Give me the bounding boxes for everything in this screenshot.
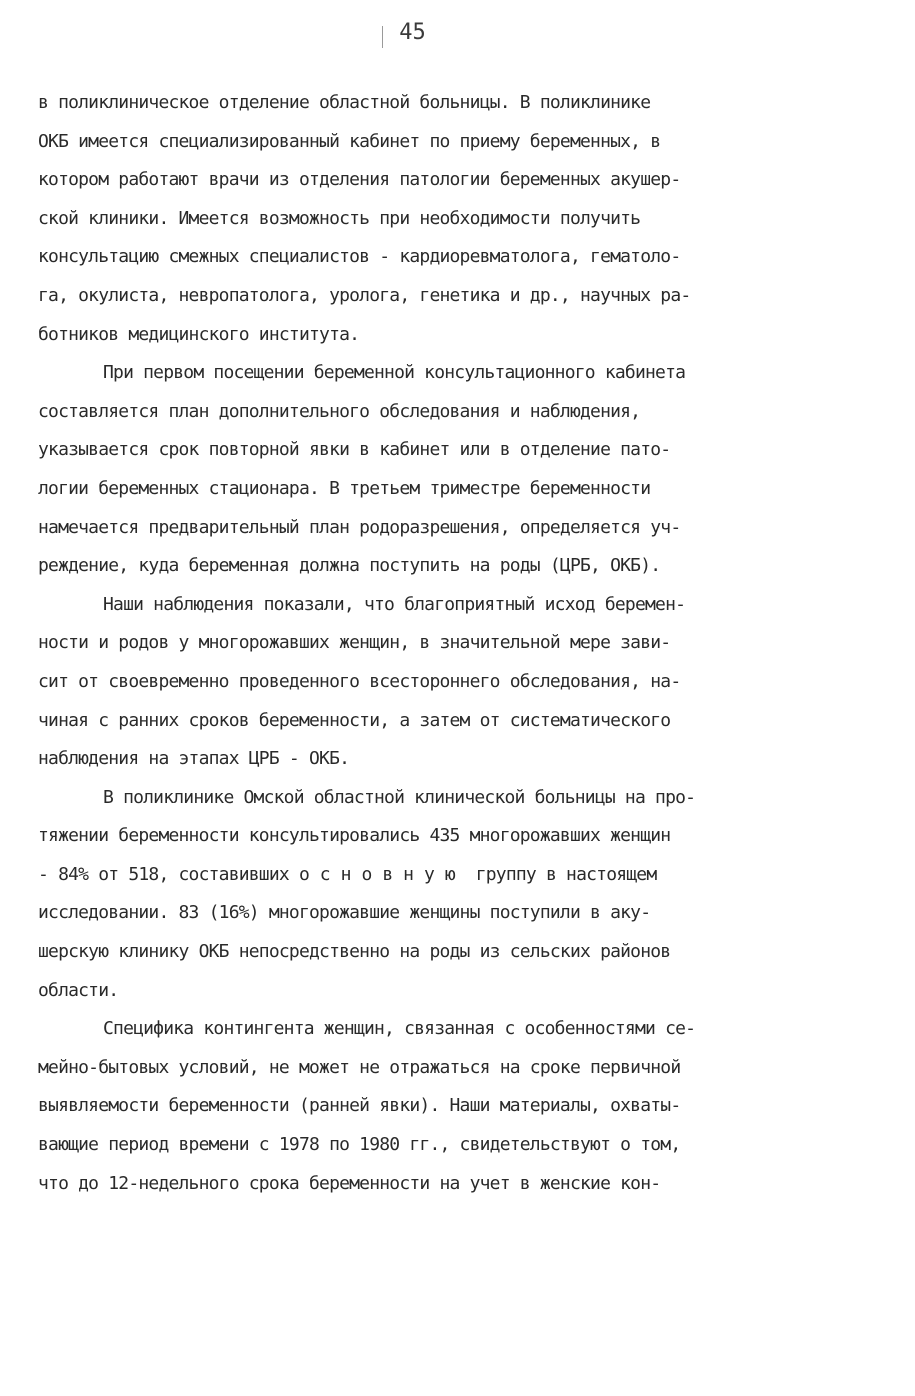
text-segment: - 84% от 518, составивших bbox=[38, 863, 299, 885]
text-line: области. bbox=[38, 979, 119, 1001]
text-line: котором работают врачи из отделения патологии беременных акушер- bbox=[38, 169, 681, 191]
text-line: консультацию смежных специалистов - кардиоревматолога, гематоло- bbox=[38, 246, 681, 268]
text-line: логии беременных стационара. В третьем триместре беременности bbox=[38, 477, 651, 499]
text-line: в поликлиническое отделение областной больницы. В поликлинике bbox=[38, 92, 651, 113]
text-line: При первом посещении беременной консультационного кабинета bbox=[103, 362, 686, 384]
text-line: выявляемости беременности (ранней явки). Наши материалы, охваты- bbox=[38, 1095, 681, 1117]
text-line: В поликлинике Омской областной клинической больницы на про- bbox=[103, 786, 696, 808]
text-line: сит от своевременно проведенного всестороннего обследования, на- bbox=[38, 670, 681, 692]
text-line bbox=[38, 856, 868, 895]
paragraph-1 bbox=[38, 84, 868, 354]
text-line: ской клиники. Имеется возможность при необходимости получить bbox=[38, 207, 641, 229]
body-text bbox=[38, 84, 868, 1203]
text-line: Специфика контингента женщин, связанная с особенностями се- bbox=[103, 1018, 696, 1040]
text-line: тяжении беременности консультировались 435 многорожавших женщин bbox=[38, 825, 671, 847]
text-line: мейно-бытовых условий, не может не отражаться на сроке первичной bbox=[38, 1056, 681, 1078]
text-line: ности и родов у многорожавших женщин, в значительной мере зави- bbox=[38, 632, 671, 654]
page-number: 45 bbox=[399, 20, 426, 45]
text-line: ОКБ имеется специализированный кабинет по приему беременных, в bbox=[38, 130, 661, 152]
text-line: чиная с ранних сроков беременности, а затем от систематического bbox=[38, 709, 671, 731]
paragraph-3 bbox=[38, 586, 868, 779]
text-line: Наши наблюдения показали, что благоприятный исход беремен- bbox=[103, 593, 686, 615]
text-line: вающие период времени с 1978 по 1980 гг., свидетельствуют о том, bbox=[38, 1134, 681, 1156]
text-line: что до 12-недельного срока беременности на учет в женские кон- bbox=[38, 1172, 661, 1194]
text-line: реждение, куда беременная должна поступить на роды (ЦРБ, ОКБ). bbox=[38, 555, 661, 577]
emphasized-word: основную bbox=[298, 863, 466, 885]
text-line: указывается срок повторной явки в кабинет или в отделение пато- bbox=[38, 439, 671, 461]
text-line: ботников медицинского института. bbox=[38, 323, 360, 345]
text-line: намечается предварительный план родоразрешения, определяется уч- bbox=[38, 516, 681, 538]
text-line: шерскую клинику ОКБ непосредственно на роды из сельских районов bbox=[38, 941, 671, 963]
paragraph-4 bbox=[38, 779, 868, 1011]
paragraph-5 bbox=[38, 1010, 868, 1203]
paragraph-2 bbox=[38, 354, 868, 586]
text-line: составляется план дополнительного обследования и наблюдения, bbox=[38, 400, 641, 422]
text-line: наблюдения на этапах ЦРБ - ОКБ. bbox=[38, 748, 350, 770]
text-line: исследовании. 83 (16%) многорожавшие женщины поступили в аку- bbox=[38, 902, 651, 924]
text-segment: группу в настоящем bbox=[465, 863, 657, 885]
text-line: га, окулиста, невропатолога, уролога, генетика и др., научных ра- bbox=[38, 284, 691, 306]
